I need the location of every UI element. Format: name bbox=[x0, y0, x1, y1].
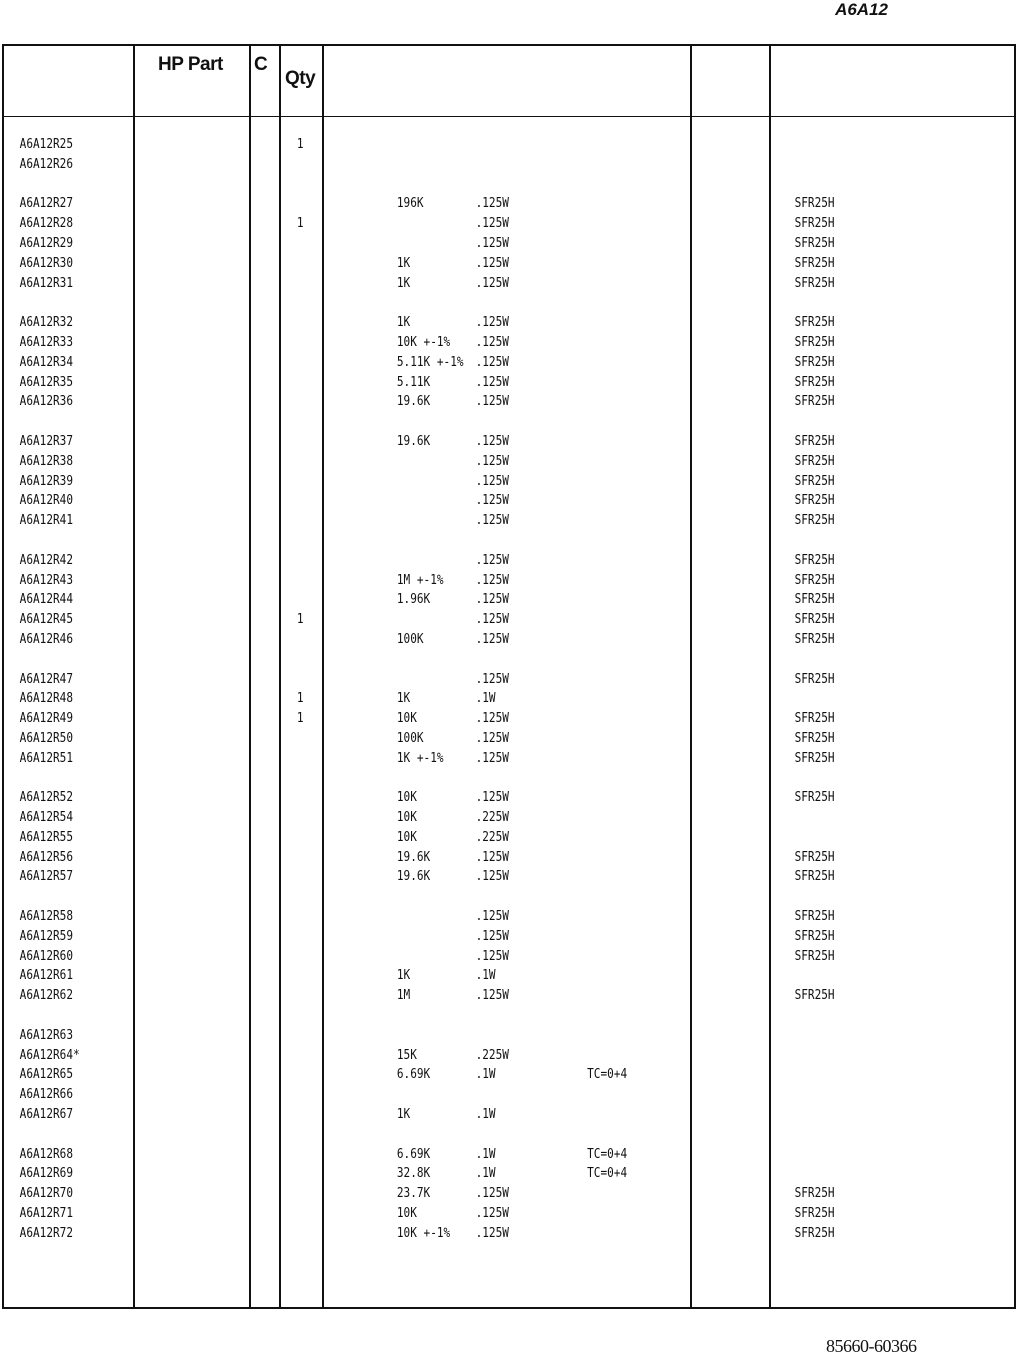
resistance-value: 10K bbox=[396, 1205, 417, 1222]
reference-designator: A6A12R38 bbox=[19, 452, 74, 469]
reference-designator: A6A12R48 bbox=[19, 690, 74, 707]
mfr-part-number: SFR25H bbox=[794, 947, 835, 964]
table-row bbox=[0, 689, 1020, 709]
reference-designator: A6A12R60 bbox=[19, 947, 74, 964]
resistance-value: 19.6K bbox=[396, 393, 431, 410]
reference-designator: A6A12R32 bbox=[19, 314, 74, 331]
table-row bbox=[0, 452, 1020, 472]
table-row bbox=[0, 254, 1020, 274]
mfr-part-number: SFR25H bbox=[794, 234, 835, 251]
table-row bbox=[0, 511, 1020, 531]
reference-designator: A6A12R59 bbox=[19, 927, 74, 944]
wattage: .125W bbox=[475, 571, 509, 588]
resistance-value: 1K bbox=[396, 690, 411, 707]
table-row bbox=[0, 867, 1020, 887]
reference-designator: A6A12R42 bbox=[19, 551, 74, 568]
wattage: .125W bbox=[475, 393, 509, 410]
resistance-value: 1M bbox=[396, 987, 411, 1004]
wattage: .125W bbox=[475, 789, 509, 806]
mfr-part-number: SFR25H bbox=[794, 729, 835, 746]
reference-designator: A6A12R33 bbox=[19, 333, 74, 350]
reference-designator: A6A12R69 bbox=[19, 1165, 74, 1182]
wattage: .125W bbox=[475, 1185, 509, 1202]
table-row bbox=[0, 1224, 1020, 1244]
wattage: .125W bbox=[475, 195, 509, 212]
wattage: .125W bbox=[475, 215, 509, 232]
mfr-part-number: SFR25H bbox=[794, 749, 835, 766]
resistance-value: 32.8K bbox=[396, 1165, 431, 1182]
document-number: 85660-60366 bbox=[826, 1336, 917, 1356]
mfr-part-number: SFR25H bbox=[794, 630, 835, 647]
mfr-part-number: SFR25H bbox=[794, 571, 835, 588]
wattage: .125W bbox=[475, 611, 509, 628]
quantity: 1 bbox=[296, 215, 304, 232]
wattage: .125W bbox=[475, 254, 509, 271]
table-row bbox=[0, 551, 1020, 571]
reference-designator: A6A12R41 bbox=[19, 512, 74, 529]
table-row bbox=[0, 927, 1020, 947]
reference-designator: A6A12R54 bbox=[19, 809, 74, 826]
wattage: .1W bbox=[475, 690, 496, 707]
group-spacer bbox=[0, 650, 1020, 670]
mfr-part-number: SFR25H bbox=[794, 432, 835, 449]
wattage: .125W bbox=[475, 591, 509, 608]
resistance-value: 6.69K bbox=[396, 1066, 431, 1083]
group-spacer bbox=[0, 1125, 1020, 1145]
table-row bbox=[0, 333, 1020, 353]
header-hp-part: HP Part bbox=[158, 54, 223, 75]
wattage: .125W bbox=[475, 1205, 509, 1222]
wattage: .125W bbox=[475, 630, 509, 647]
table-row bbox=[0, 709, 1020, 729]
wattage: .1W bbox=[475, 1145, 496, 1162]
header-divider bbox=[2, 116, 1016, 117]
resistance-value: 10K bbox=[396, 809, 417, 826]
wattage: .125W bbox=[475, 452, 509, 469]
group-spacer bbox=[0, 293, 1020, 313]
reference-designator: A6A12R27 bbox=[19, 195, 74, 212]
mfr-part-number: SFR25H bbox=[794, 987, 835, 1004]
table-row bbox=[0, 1065, 1020, 1085]
quantity: 1 bbox=[296, 710, 304, 727]
mfr-part-number: SFR25H bbox=[794, 254, 835, 271]
reference-designator: A6A12R31 bbox=[19, 274, 74, 291]
mfr-part-number: SFR25H bbox=[794, 195, 835, 212]
wattage: .125W bbox=[475, 373, 509, 390]
resistance-value: 10K bbox=[396, 710, 417, 727]
mfr-part-number: SFR25H bbox=[794, 274, 835, 291]
wattage: .125W bbox=[475, 868, 509, 885]
table-row bbox=[0, 274, 1020, 294]
resistance-value: 5.11K +-1% bbox=[396, 353, 464, 370]
table-row bbox=[0, 947, 1020, 967]
mfr-part-number: SFR25H bbox=[794, 1224, 835, 1241]
reference-designator: A6A12R49 bbox=[19, 710, 74, 727]
wattage: .125W bbox=[475, 749, 509, 766]
wattage: .125W bbox=[475, 710, 509, 727]
table-row bbox=[0, 135, 1020, 155]
table-row bbox=[0, 590, 1020, 610]
group-spacer bbox=[0, 769, 1020, 789]
resistance-value: 5.11K bbox=[396, 373, 431, 390]
wattage: .225W bbox=[475, 828, 509, 845]
table-row bbox=[0, 432, 1020, 452]
table-row bbox=[0, 214, 1020, 234]
mfr-part-number: SFR25H bbox=[794, 789, 835, 806]
wattage: .125W bbox=[475, 987, 509, 1004]
reference-designator: A6A12R30 bbox=[19, 254, 74, 271]
wattage: .125W bbox=[475, 848, 509, 865]
reference-designator: A6A12R28 bbox=[19, 215, 74, 232]
resistance-value: 1K bbox=[396, 254, 411, 271]
temp-coefficient: TC=0+4 bbox=[587, 1145, 628, 1162]
reference-designator: A6A12R37 bbox=[19, 432, 74, 449]
resistance-value: 19.6K bbox=[396, 848, 431, 865]
table-row bbox=[0, 1026, 1020, 1046]
table-row bbox=[0, 1046, 1020, 1066]
wattage: .125W bbox=[475, 492, 509, 509]
table-row bbox=[0, 670, 1020, 690]
reference-designator: A6A12R68 bbox=[19, 1145, 74, 1162]
table-row bbox=[0, 373, 1020, 393]
table-row bbox=[0, 1105, 1020, 1125]
reference-designator: A6A12R57 bbox=[19, 868, 74, 885]
wattage: .125W bbox=[475, 353, 509, 370]
mfr-part-number: SFR25H bbox=[794, 551, 835, 568]
mfr-part-number: SFR25H bbox=[794, 848, 835, 865]
resistance-value: 1K bbox=[396, 314, 411, 331]
wattage: .125W bbox=[475, 472, 509, 489]
table-row bbox=[0, 155, 1020, 175]
mfr-part-number: SFR25H bbox=[794, 492, 835, 509]
wattage: .125W bbox=[475, 512, 509, 529]
wattage: .125W bbox=[475, 1224, 509, 1241]
reference-designator: A6A12R46 bbox=[19, 630, 74, 647]
wattage: .125W bbox=[475, 274, 509, 291]
table-row bbox=[0, 234, 1020, 254]
resistance-value: 10K +-1% bbox=[396, 333, 451, 350]
wattage: .1W bbox=[475, 967, 496, 984]
resistance-value: 1K bbox=[396, 274, 411, 291]
wattage: .225W bbox=[475, 1046, 509, 1063]
reference-designator: A6A12R51 bbox=[19, 749, 74, 766]
wattage: .125W bbox=[475, 333, 509, 350]
reference-designator: A6A12R50 bbox=[19, 729, 74, 746]
resistance-value: 1M +-1% bbox=[396, 571, 444, 588]
reference-designator: A6A12R39 bbox=[19, 472, 74, 489]
mfr-part-number: SFR25H bbox=[794, 314, 835, 331]
mfr-part-number: SFR25H bbox=[794, 868, 835, 885]
header-qty: Qty bbox=[285, 68, 316, 89]
table-row bbox=[0, 472, 1020, 492]
wattage: .125W bbox=[475, 670, 509, 687]
table-row bbox=[0, 788, 1020, 808]
resistance-value: 15K bbox=[396, 1046, 417, 1063]
wattage: .1W bbox=[475, 1066, 496, 1083]
reference-designator: A6A12R43 bbox=[19, 571, 74, 588]
reference-designator: A6A12R63 bbox=[19, 1026, 74, 1043]
reference-designator: A6A12R56 bbox=[19, 848, 74, 865]
reference-designator: A6A12R71 bbox=[19, 1205, 74, 1222]
reference-designator: A6A12R66 bbox=[19, 1086, 74, 1103]
group-spacer bbox=[0, 175, 1020, 195]
mfr-part-number: SFR25H bbox=[794, 611, 835, 628]
header-c: C bbox=[254, 54, 268, 75]
wattage: .125W bbox=[475, 551, 509, 568]
wattage: .1W bbox=[475, 1165, 496, 1182]
mfr-part-number: SFR25H bbox=[794, 908, 835, 925]
table-row bbox=[0, 1164, 1020, 1184]
reference-designator: A6A12R61 bbox=[19, 967, 74, 984]
reference-designator: A6A12R52 bbox=[19, 789, 74, 806]
reference-designator: A6A12R65 bbox=[19, 1066, 74, 1083]
mfr-part-number: SFR25H bbox=[794, 927, 835, 944]
temp-coefficient: TC=0+4 bbox=[587, 1066, 628, 1083]
reference-designator: A6A12R26 bbox=[19, 155, 74, 172]
mfr-part-number: SFR25H bbox=[794, 215, 835, 232]
page-title: A6A12 bbox=[835, 0, 888, 19]
group-spacer bbox=[0, 887, 1020, 907]
resistance-value: 19.6K bbox=[396, 432, 431, 449]
mfr-part-number: SFR25H bbox=[794, 512, 835, 529]
table-row bbox=[0, 194, 1020, 214]
mfr-part-number: SFR25H bbox=[794, 472, 835, 489]
mfr-part-number: SFR25H bbox=[794, 353, 835, 370]
resistance-value: 1K bbox=[396, 967, 411, 984]
wattage: .125W bbox=[475, 947, 509, 964]
reference-designator: A6A12R44 bbox=[19, 591, 74, 608]
wattage: .125W bbox=[475, 729, 509, 746]
reference-designator: A6A12R67 bbox=[19, 1106, 74, 1123]
table-row bbox=[0, 630, 1020, 650]
resistance-value: 6.69K bbox=[396, 1145, 431, 1162]
group-spacer bbox=[0, 412, 1020, 432]
reference-designator: A6A12R62 bbox=[19, 987, 74, 1004]
wattage: .225W bbox=[475, 809, 509, 826]
table-row bbox=[0, 1085, 1020, 1105]
table-row bbox=[0, 392, 1020, 412]
resistance-value: 10K bbox=[396, 828, 417, 845]
resistance-value: 100K bbox=[396, 729, 424, 746]
resistance-value: 196K bbox=[396, 195, 424, 212]
mfr-part-number: SFR25H bbox=[794, 452, 835, 469]
reference-designator: A6A12R35 bbox=[19, 373, 74, 390]
reference-designator: A6A12R47 bbox=[19, 670, 74, 687]
group-spacer bbox=[0, 531, 1020, 551]
table-row bbox=[0, 907, 1020, 927]
table-row bbox=[0, 1145, 1020, 1165]
table-row bbox=[0, 749, 1020, 769]
reference-designator: A6A12R29 bbox=[19, 234, 74, 251]
resistance-value: 1K +-1% bbox=[396, 749, 444, 766]
reference-designator: A6A12R58 bbox=[19, 908, 74, 925]
mfr-part-number: SFR25H bbox=[794, 710, 835, 727]
wattage: .125W bbox=[475, 927, 509, 944]
reference-designator: A6A12R70 bbox=[19, 1185, 74, 1202]
mfr-part-number: SFR25H bbox=[794, 1205, 835, 1222]
table-row bbox=[0, 1204, 1020, 1224]
resistance-value: 10K +-1% bbox=[396, 1224, 451, 1241]
wattage: .125W bbox=[475, 908, 509, 925]
group-spacer bbox=[0, 1006, 1020, 1026]
mfr-part-number: SFR25H bbox=[794, 373, 835, 390]
table-row bbox=[0, 1184, 1020, 1204]
quantity: 1 bbox=[296, 136, 304, 152]
quantity: 1 bbox=[296, 690, 304, 707]
reference-designator: A6A12R55 bbox=[19, 828, 74, 845]
mfr-part-number: SFR25H bbox=[794, 393, 835, 410]
table-row bbox=[0, 313, 1020, 333]
table-row bbox=[0, 353, 1020, 373]
wattage: .1W bbox=[475, 1106, 496, 1123]
mfr-part-number: SFR25H bbox=[794, 1185, 835, 1202]
resistance-value: 100K bbox=[396, 630, 424, 647]
table-row bbox=[0, 966, 1020, 986]
quantity: 1 bbox=[296, 611, 304, 628]
reference-designator: A6A12R25 bbox=[19, 136, 74, 152]
table-row bbox=[0, 571, 1020, 591]
reference-designator: A6A12R34 bbox=[19, 353, 74, 370]
wattage: .125W bbox=[475, 432, 509, 449]
wattage: .125W bbox=[475, 234, 509, 251]
wattage: .125W bbox=[475, 314, 509, 331]
table-row bbox=[0, 610, 1020, 630]
table-row bbox=[0, 986, 1020, 1006]
reference-designator: A6A12R40 bbox=[19, 492, 74, 509]
resistance-value: 19.6K bbox=[396, 868, 431, 885]
reference-designator: A6A12R36 bbox=[19, 393, 74, 410]
parts-list bbox=[0, 135, 1020, 1244]
mfr-part-number: SFR25H bbox=[794, 333, 835, 350]
table-row bbox=[0, 848, 1020, 868]
resistance-value: 10K bbox=[396, 789, 417, 806]
resistance-value: 1.96K bbox=[396, 591, 431, 608]
mfr-part-number: SFR25H bbox=[794, 670, 835, 687]
table-row bbox=[0, 491, 1020, 511]
reference-designator: A6A12R64* bbox=[19, 1046, 80, 1063]
reference-designator: A6A12R45 bbox=[19, 611, 74, 628]
resistance-value: 23.7K bbox=[396, 1185, 431, 1202]
temp-coefficient: TC=0+4 bbox=[587, 1165, 628, 1182]
mfr-part-number: SFR25H bbox=[794, 591, 835, 608]
table-row bbox=[0, 729, 1020, 749]
table-row bbox=[0, 808, 1020, 828]
reference-designator: A6A12R72 bbox=[19, 1224, 74, 1241]
table-row bbox=[0, 828, 1020, 848]
resistance-value: 1K bbox=[396, 1106, 411, 1123]
